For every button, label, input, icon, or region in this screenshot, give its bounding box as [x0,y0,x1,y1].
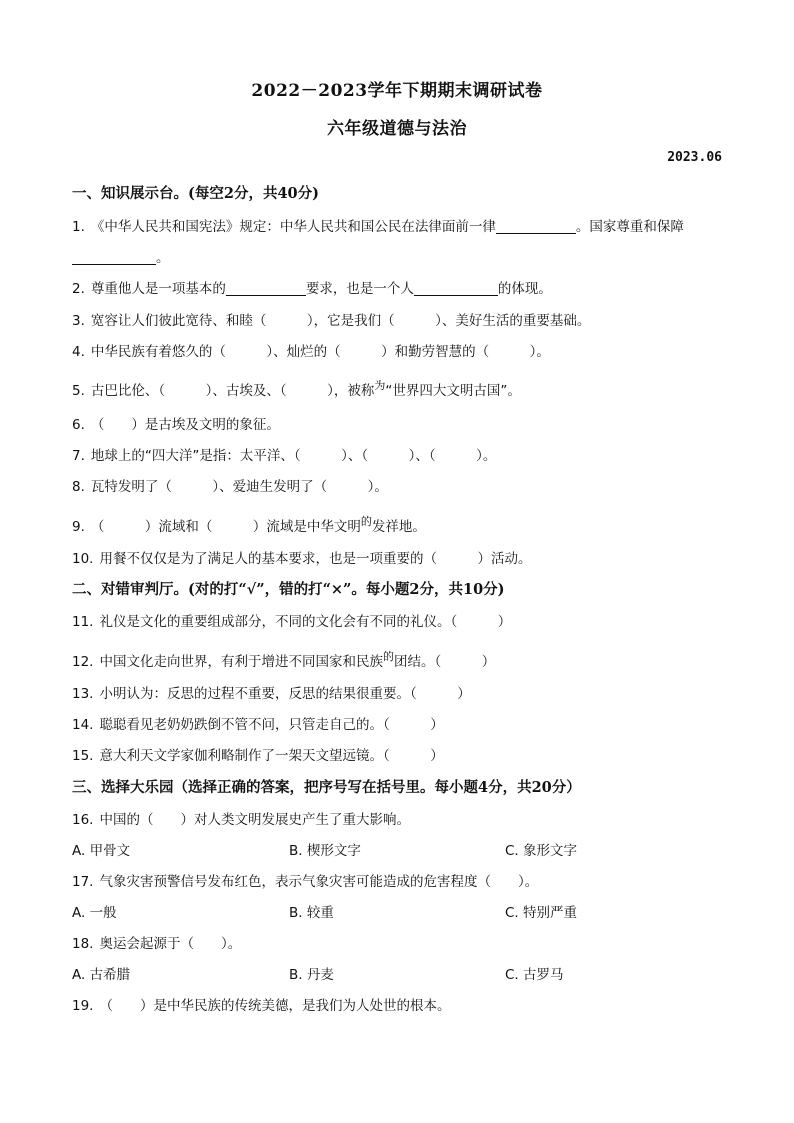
question-text: 瓦特发明了（ ）、爱迪生发明了（ ）。 [90,479,388,495]
question-number: 5. [72,383,85,399]
question-text: 要求，也是一个人 [305,281,414,297]
question-4 [72,340,550,360]
question-number: 2. [72,281,85,297]
answer-blank[interactable] [226,281,306,296]
question-12 [72,648,495,670]
question-11 [72,610,511,630]
question-text: 。国家尊重和保障 [575,219,684,235]
question-number: 4. [72,344,85,360]
question-1 [72,215,684,235]
option-c[interactable]: C. 特别严重 [505,905,578,921]
question-1-continued [72,246,170,266]
question-text: （ ）流域和（ ）流域是中华文明 [90,519,361,535]
option-c[interactable]: C. 象形文字 [505,843,578,859]
answer-blank[interactable] [72,250,156,265]
question-text: 用餐不仅仅是为了满足人的基本要求，也是一项重要的（ ）活动。 [99,551,532,567]
option-b[interactable]: B. 较重 [289,905,334,921]
answer-blank[interactable] [414,281,498,296]
question-text: “世界四大文明古国”。 [385,383,521,399]
question-text: 宽容让人们彼此宽待、和睦（ ），它是我们（ ）、美好生活的重要基础。 [90,313,591,329]
question-number: 12. [72,654,94,670]
question-14 [72,713,444,733]
question-3 [72,309,590,329]
question-text: 尊重他人是一项基本的 [90,281,226,297]
question-number: 6. [72,417,85,433]
question-16 [72,808,410,828]
question-text: 的体现。 [497,281,552,297]
question-text: 团结。（ ） [393,654,496,670]
question-18 [72,932,241,952]
question-number: 19. [72,998,94,1014]
question-number: 17. [72,874,94,890]
question-number: 8. [72,479,85,495]
option-b[interactable]: B. 丹麦 [289,967,334,983]
question-5 [72,377,521,399]
section-1-heading: 一、知识展示台。(每空2分，共40分) [72,185,319,202]
option-a[interactable]: A. 甲骨文 [72,843,131,859]
question-8 [72,475,388,495]
question-number: 11. [72,614,94,630]
question-text: 《中华人民共和国宪法》规定：中华人民共和国公民在法律面前一律 [90,219,496,235]
option-a[interactable]: A. 一般 [72,905,117,921]
question-number: 9. [72,519,85,535]
question-number: 3. [72,313,85,329]
section-2-heading: 二、对错审判厅。(对的打“√”，错的打“×”。每小题2分，共10分) [72,581,505,598]
question-text: 中国的（ ）对人类文明发展史产生了重大影响。 [99,812,410,828]
question-2 [72,277,552,297]
superscript-char: 的 [382,650,394,663]
question-text: （ ）是古埃及文明的象征。 [90,417,280,433]
question-number: 16. [72,812,94,828]
superscript-char: 的 [360,515,372,528]
answer-blank[interactable] [496,219,576,234]
question-text: 。 [156,250,170,266]
question-text: 地球上的“四大洋”是指：太平洋、（ ）、（ ）、（ ）。 [90,448,497,464]
exam-date: 2023.06 [667,150,722,165]
option-a[interactable]: A. 古希腊 [72,967,131,983]
question-text: 气象灾害预警信号发布红色，表示气象灾害可能造成的危害程度（ ）。 [99,874,539,890]
question-number: 7. [72,448,85,464]
question-text: 小明认为：反思的过程不重要，反思的结果很重要。（ ） [99,686,471,702]
question-text: 古巴比伦、（ ）、古埃及、（ ），被称 [90,383,375,399]
question-10 [72,547,531,567]
section-3-heading: 三、选择大乐园（选择正确的答案，把序号写在括号里。每小题4分，共20分） [72,779,581,796]
question-number: 13. [72,686,94,702]
question-text: 奥运会起源于（ ）。 [99,936,242,952]
exam-title: 2022－2023学年下期期末调研试卷 [251,81,543,101]
question-text: 中华民族有着悠久的（ ）、灿烂的（ ）和勤劳智慧的（ ）。 [90,344,550,360]
question-number: 10. [72,551,94,567]
question-13 [72,682,471,702]
question-19 [72,994,450,1014]
question-number: 18. [72,936,94,952]
exam-subtitle: 六年级道德与法治 [327,119,467,139]
question-number: 15. [72,748,94,764]
question-9 [72,513,426,535]
question-7 [72,444,496,464]
option-b[interactable]: B. 楔形文字 [289,843,361,859]
question-text: （ ）是中华民族的传统美德，是我们为人处世的根本。 [99,998,451,1014]
question-text: 聪聪看见老奶奶跌倒不管不问，只管走自己的。（ ） [99,717,444,733]
question-text: 意大利天文学家伽利略制作了一架天文望远镜。（ ） [99,748,444,764]
superscript-char: 为 [374,379,386,392]
option-c[interactable]: C. 古罗马 [505,967,564,983]
question-number: 14. [72,717,94,733]
question-text: 中国文化走向世界，有利于增进不同国家和民族 [99,654,383,670]
question-15 [72,744,444,764]
question-text: 发祥地。 [371,519,426,535]
question-number: 1. [72,219,85,235]
question-6 [72,413,280,433]
question-text: 礼仪是文化的重要组成部分，不同的文化会有不同的礼仪。（ ） [99,614,512,630]
question-17 [72,870,538,890]
